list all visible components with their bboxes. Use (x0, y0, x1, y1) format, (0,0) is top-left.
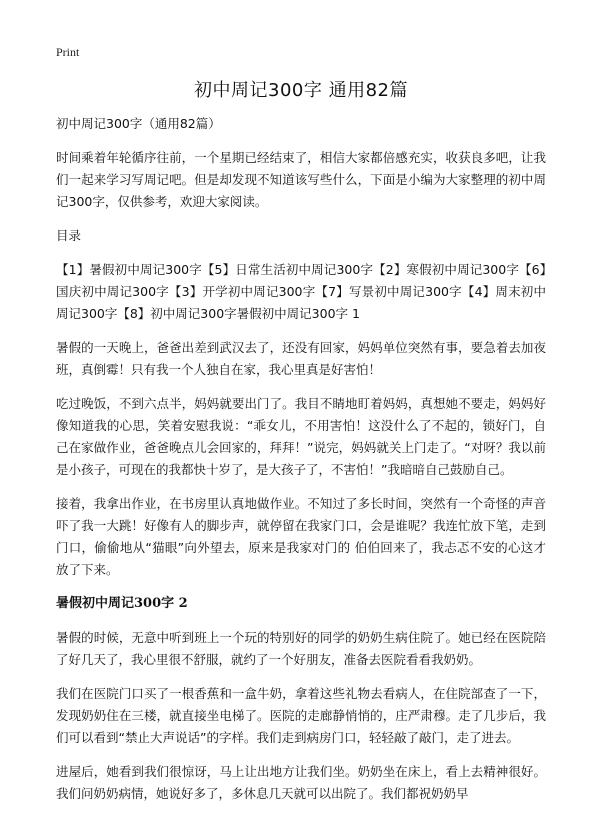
page-title: 初中周记300字 通用82篇 (194, 80, 408, 101)
intro-paragraph: 时间乘着年轮循序往前，一个星期已经结束了，相信大家都倍感充实，收获良多吧，让我们一起来学习写周记吧。但是却发现不知道该写些什么，下面是小编为大家整理的初中周记300字，仅供参考，欢迎大家阅读。 (56, 150, 546, 209)
paragraph-1: 暑假的一天晚上，爸爸出差到武汉去了，还没有回家，妈妈单位突然有事，要急着去加夜班，真倒霉！只有我一个人独自在家，我心里真是好害怕！ (56, 340, 546, 377)
document-body (56, 78, 546, 817)
section-heading-2: 暑假初中周记300字 2 (56, 596, 188, 611)
paragraph-6: 进屋后，她看到我们很惊讶，马上让出地方让我们坐。奶奶坐在床上，看上去精神很好。我们问奶奶病情，她说好多了，多休息几天就可以出院了。我们都祝奶奶早 (56, 764, 546, 801)
toc-heading: 目录 (56, 228, 82, 243)
paragraph-4: 暑假的时候，无意中听到班上一个玩的特别好的同学的奶奶生病住院了。她已经在医院陪了好几天了，我心里很不舒服，就约了一个好朋友，准备去医院看看我奶奶。 (56, 630, 546, 667)
paragraph-5: 我们在医院门口买了一根香蕉和一盒牛奶，拿着这些礼物去看病人，在住院部查了一下，发现奶奶住在三楼，就直接坐电梯了。医院的走廊静悄悄的，庄严肃穆。走了几步后，我们可以看到“禁止大声说话”的字样。我们走到病房门口，轻轻敲了敲门，走了进去。 (56, 686, 546, 745)
print-link[interactable]: Print (56, 45, 80, 59)
paragraph-3: 接着，我拿出作业，在书房里认真地做作业。不知过了多长时间，突然有一个奇怪的声音吓了我一大跳！好像有人的脚步声，就停留在我家门口，会是谁呢？我连忙放下笔，走到门口，偷偷地从“猫眼”向外望去，原来是我家对门的 伯伯回来了，我忐忑不安的心这才放了下来。 (56, 496, 546, 577)
toc-list: 【1】暑假初中周记300字【5】日常生活初中周记300字【2】寒假初中周记300字【6】国庆初中周记300字【3】开学初中周记300字【7】写景初中周记300字【4】周末初中周记300字【8】初中周记300字暑假初中周记300字 1 (56, 262, 546, 321)
document-subtitle: 初中周记300字（通用82篇） (56, 116, 221, 131)
paragraph-2: 吃过晚饭，不到六点半，妈妈就要出门了。我目不睛地盯着妈妈，真想她不要走，妈妈好像知道我的心思，笑着安慰我说：“乖女儿，不用害怕！这没什么了不起的，锁好门，自己在家做作业，爸爸晚点儿会回家的，拜拜！”说完，妈妈就关上门走了。“对呀？我以前是小孩子，可现在的我都快十岁了，是大孩子了，不害怕！”我暗暗自己鼓励自己。 (56, 396, 546, 477)
